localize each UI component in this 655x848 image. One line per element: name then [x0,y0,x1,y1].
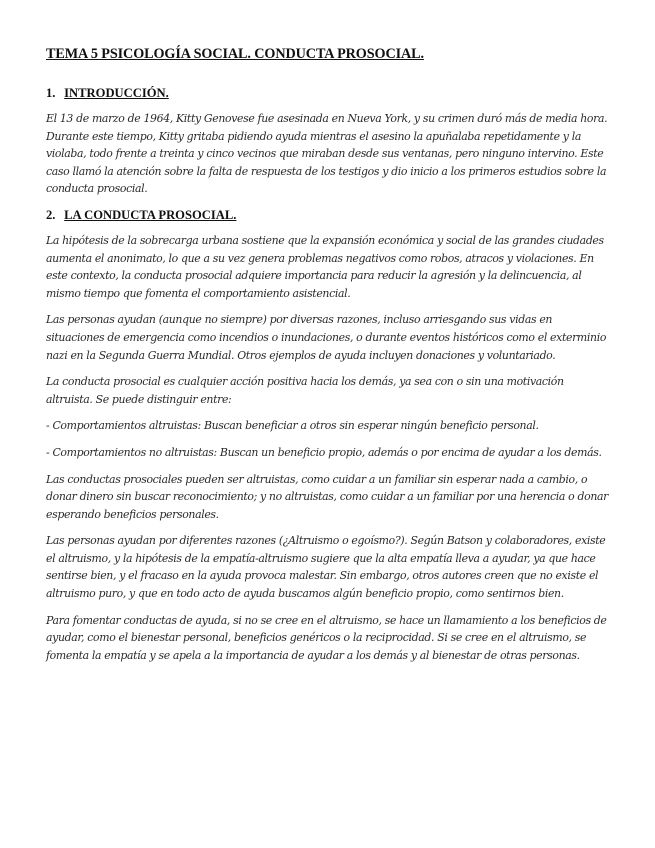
paragraph: La hipótesis de la sobrecarga urbana sostiene que la expansión económica y social de las grandes ciudades aumenta el anonimato, lo que a su vez genera problemas negativos como robos, atracos y violaciones. En este contexto, la conducta prosocial adquiere importancia para reducir la agresión y la delincuencia, al mismo tiempo que fomenta el comportamiento asistencial. [46,233,604,300]
paragraph: El 13 de marzo de 1964, Kitty Genovese fue asesinada en Nueva York, y su crimen duró más de media hora. Durante este tiempo, Kitty gritaba pidiendo ayuda mientras el asesino la apuñalaba repetidamente y la violaba, todo frente a treinta y cinco vecinos que miraban desde sus ventanas, pero ninguno intervino. Este caso llamó la atención sobre la falta de respuesta de los testigos y dio inicio a los primeros estudios sobre la conducta prosocial. [46,112,608,196]
paragraph: Las conductas prosociales pueden ser altruistas, como cuidar a un familiar sin esperar nada a cambio, o donar dinero sin buscar reconocimiento; y no altruistas, como cuidar a un familiar por una herencia o donar esperando beneficios personales. [46,472,608,521]
document-page [46,46,612,673]
section-number: 1. [46,86,56,100]
list-item: - Comportamientos no altruistas: Buscan un beneficio propio, además o por encima de ayudar a los demás. [46,445,602,459]
section-heading [46,208,612,223]
document-title: TEMA 5 PSICOLOGÍA SOCIAL. CONDUCTA PROSOCIAL. [46,46,424,62]
paragraph: Para fomentar conductas de ayuda, si no se cree en el altruismo, se hace un llamamiento a los beneficios de ayudar, como el bienestar personal, beneficios genéricos o la reciprocidad. Si se cree en el altruismo, se fomenta la empatía y se apela a la importancia de ayudar a los demás y al bienestar de otras personas. [46,613,607,662]
section-introduccion [46,86,612,198]
paragraph: Las personas ayudan por diferentes razones (¿Altruismo o egoísmo?). Según Batson y colaboradores, existe el altruismo, y la hipótesis de la empatía-altruismo sugiere que la alta empatía lleva a ayudar, ya que hace sentirse bien, y el fracaso en la ayuda provoca malestar. Sin embargo, otros autores creen que no existe el altruismo puro, y que en todo acto de ayuda buscamos algún beneficio propio, como sentirnos bien. [46,534,606,601]
paragraph: La conducta prosocial es cualquier acción positiva hacia los demás, ya sea con o sin una motivación altruista. Se puede distinguir entre: [46,375,564,406]
section-conducta-prosocial [46,208,612,664]
section-title: INTRODUCCIÓN. [64,86,169,100]
list-item: - Comportamientos altruistas: Buscan beneficiar a otros sin esperar ningún beneficio personal. [46,419,539,433]
section-number: 2. [46,207,56,222]
section-title: LA CONDUCTA PROSOCIAL. [64,207,237,222]
section-heading [46,86,612,101]
paragraph: Las personas ayudan (aunque no siempre) por diversas razones, incluso arriesgando sus vidas en situaciones de emergencia como incendios o inundaciones, o durante eventos históricos como el exterminio nazi en la Segunda Guerra Mundial. Otros ejemplos de ayuda incluyen donaciones y voluntariado. [46,313,607,362]
